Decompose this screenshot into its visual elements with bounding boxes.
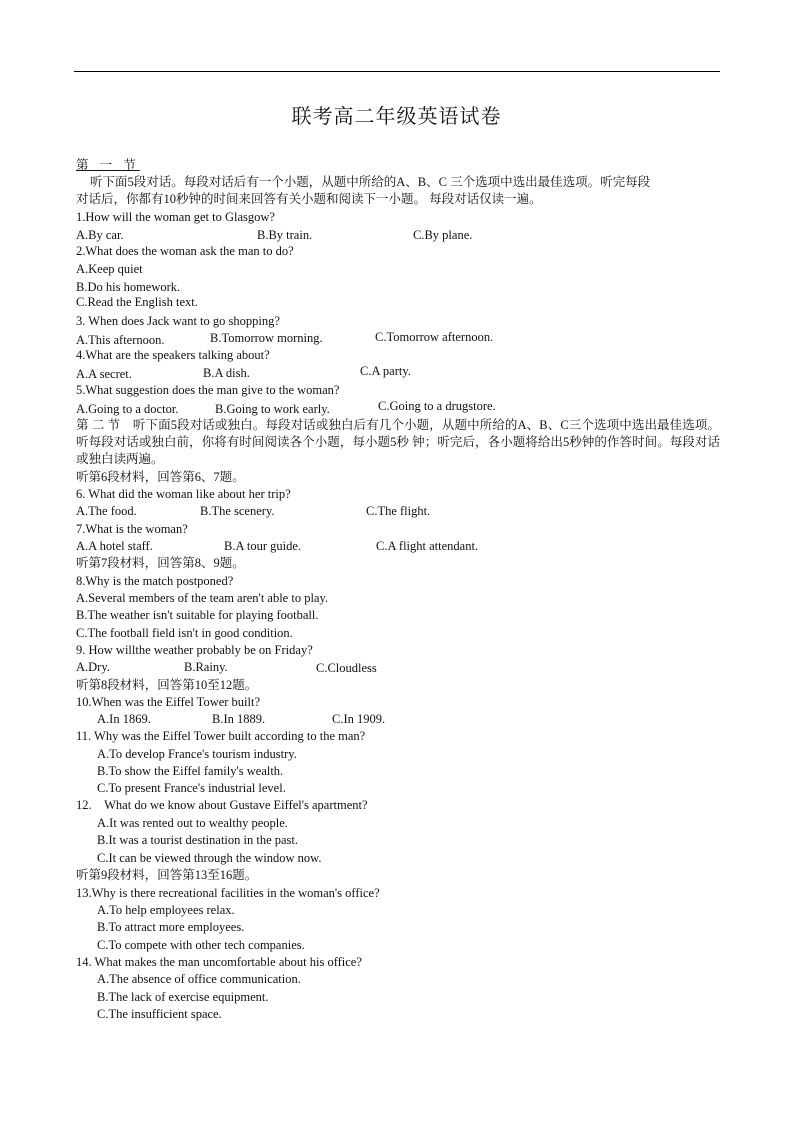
q12-option-c: C.It can be viewed through the window now. <box>97 851 322 865</box>
q10-option-b: B.In 1889. <box>212 712 266 726</box>
section1-intro-line2: 对话后，你都有10秒钟的时间来回答有关小题和阅读下一小题。 每段对话仅读一遍。 <box>76 192 542 206</box>
q9-stem: 9. How willthe weather probably be on Friday? <box>76 643 313 657</box>
q4-option-c: C.A party. <box>360 364 411 378</box>
q12-option-b: B.It was a tourist destination in the past. <box>97 833 299 847</box>
q12-stem: 12. What do we know about Gustave Eiffel's apartment? <box>76 798 368 812</box>
section2-intro: 第 二 节 听下面5段对话或独白。每段对话或独白后有几个小题，从题中所给的A、B、C三个选项中选出最佳选项。听每段对话或独白前，你将有时间阅读各个小题，每小题5秒 钟；听完后，各小题将给出5秒钟的作答时间。每段对话或独白读两遍。 <box>76 418 720 466</box>
q3-option-a: A.This afternoon. <box>76 333 165 347</box>
q11-option-a: A.To develop France's tourism industry. <box>97 747 297 761</box>
q11-option-b: B.To show the Eiffel family's wealth. <box>97 764 284 778</box>
q13-option-a: A.To help employees relax. <box>97 903 235 917</box>
q5-option-b: B.Going to work early. <box>215 402 330 416</box>
q8-stem: 8.Why is the match postponed? <box>76 574 234 588</box>
q3-option-b: B.Tomorrow morning. <box>210 331 323 345</box>
q7-option-a: A.A hotel staff. <box>76 539 153 553</box>
q14-option-a: A.The absence of office communication. <box>97 972 301 986</box>
q4-option-b: B.A dish. <box>203 366 250 380</box>
q9-option-b: B.Rainy. <box>184 660 228 674</box>
q2-option-c: C.Read the English text. <box>76 295 198 309</box>
q1-option-a: A.By car. <box>76 228 124 242</box>
q6-option-b: B.The scenery. <box>200 504 275 518</box>
q7-stem: 7.What is the woman? <box>76 522 188 536</box>
q1-option-b: B.By train. <box>257 228 313 242</box>
q1-option-c: C.By plane. <box>413 228 473 242</box>
q2-option-b: B.Do his homework. <box>76 280 181 294</box>
header-rule <box>74 71 720 72</box>
q5-option-a: A.Going to a doctor. <box>76 402 179 416</box>
q6-stem: 6. What did the woman like about her trip? <box>76 487 291 501</box>
q11-stem: 11. Why was the Eiffel Tower built according to the man? <box>76 729 366 743</box>
q9-option-a: A.Dry. <box>76 660 110 674</box>
q10-stem: 10.When was the Eiffel Tower built? <box>76 695 261 709</box>
q14-option-b: B.The lack of exercise equipment. <box>97 990 269 1004</box>
section1-intro-line1: 听下面5段对话。每段对话后有一个小题，从题中所给的A、B、C 三个选项中选出最佳选项。听完每段 <box>90 175 651 189</box>
q4-stem: 4.What are the speakers talking about? <box>76 348 270 362</box>
q8-option-a: A.Several members of the team aren't able to play. <box>76 591 329 605</box>
q2-option-a: A.Keep quiet <box>76 262 143 276</box>
q5-stem: 5.What suggestion does the man give to the woman? <box>76 383 340 397</box>
q13-option-b: B.To attract more employees. <box>97 920 245 934</box>
q6-option-a: A.The food. <box>76 504 137 518</box>
q10-option-c: C.In 1909. <box>332 712 386 726</box>
material-7-instruction: 听第7段材料，回答第8、9题。 <box>76 556 245 570</box>
q8-option-b: B.The weather isn't suitable for playing football. <box>76 608 319 622</box>
q2-stem: 2.What does the woman ask the man to do? <box>76 244 294 258</box>
q13-option-c: C.To compete with other tech companies. <box>97 938 305 952</box>
q5-option-c: C.Going to a drugstore. <box>378 399 496 413</box>
q8-option-c: C.The football field isn't in good condition. <box>76 626 293 640</box>
q6-option-c: C.The flight. <box>366 504 431 518</box>
q12-option-a: A.It was rented out to wealthy people. <box>97 816 288 830</box>
q9-option-c: C.Cloudless <box>316 661 377 675</box>
section1-heading: 第 一 节 <box>76 158 140 172</box>
q10-option-a: A.In 1869. <box>97 712 151 726</box>
q4-option-a: A.A secret. <box>76 367 132 381</box>
q13-stem: 13.Why is there recreational facilities in the woman's office? <box>76 886 380 900</box>
page-title: 联考高二年级英语试卷 <box>291 106 502 128</box>
q11-option-c: C.To present France's industrial level. <box>97 781 286 795</box>
q14-option-c: C.The insufficient space. <box>97 1007 222 1021</box>
q14-stem: 14. What makes the man uncomfortable about his office? <box>76 955 362 969</box>
q3-stem: 3. When does Jack want to go shopping? <box>76 314 280 328</box>
q1-stem: 1.How will the woman get to Glasgow? <box>76 210 275 224</box>
material-8-instruction: 听第8段材料，回答第10至12题。 <box>76 678 258 692</box>
q7-option-c: C.A flight attendant. <box>376 539 479 553</box>
q3-option-c: C.Tomorrow afternoon. <box>375 330 494 344</box>
material-9-instruction: 听第9段材料，回答第13至16题。 <box>76 868 258 882</box>
material-6-instruction: 听第6段材料，回答第6、7题。 <box>76 470 245 484</box>
q7-option-b: B.A tour guide. <box>224 539 302 553</box>
